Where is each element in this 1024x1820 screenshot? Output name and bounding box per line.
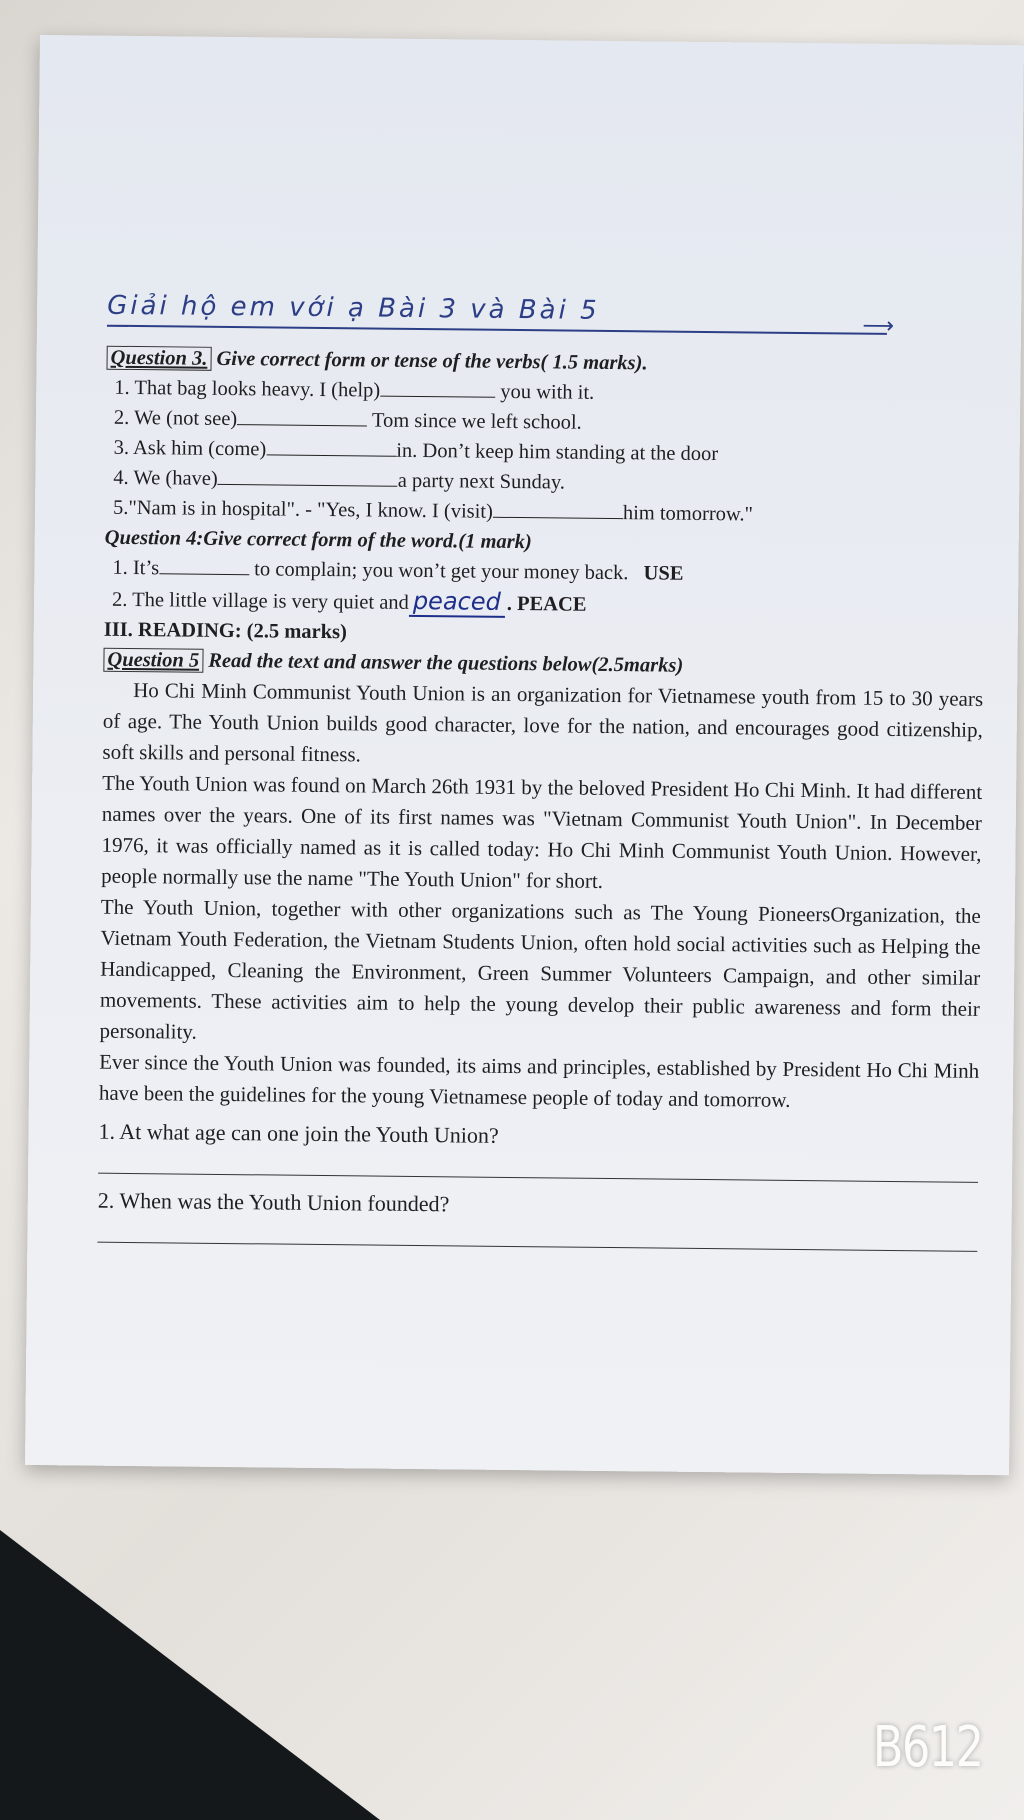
handwritten-answer: peaced (409, 587, 505, 618)
reading-paragraph-2: The Youth Union was found on March 26th 1931 by the beloved President Ho Chi Minh. It had different names over the years. One of its first names was "Vietnam Communist Youth Union". In December 1976, it was officially named as it is called today: Ho Chi Minh Communist Youth Union. However, people normally use the name "The Youth Union" for short. (101, 770, 983, 893)
q3-item-2-rest: Tom since we left school. (371, 409, 582, 434)
reading-paragraph-3: The Youth Union, together with other organizations such as The Young PioneersOrganization, the Vietnam Youth Federation, the Vietnam Students Union, often hold social activities such as Helping the Handicapped, Cleaning the Environment, Green Summer Volunteers Campaign, and other similar movements. These activities aim to help the young develop their public awareness and form their personality. (99, 894, 981, 1044)
q3-item-4-rest: a party next Sunday. (397, 469, 566, 494)
arrow-icon: ⟶ (862, 313, 898, 339)
q3-item-3-rest: in. Don’t keep him standing at the door (396, 439, 719, 466)
question-4-heading: Question 4:Give correct form of the word.(1 mark) (104, 526, 532, 554)
q3-item-3-prompt: 3. Ask him (come) (113, 436, 267, 461)
worksheet-content (97, 291, 987, 1264)
worksheet-paper (25, 35, 1024, 1475)
answer-blank[interactable] (237, 404, 367, 426)
comprehension-question-2: 2. When was the Youth Union founded? (97, 1187, 450, 1217)
answer-blank[interactable] (266, 434, 396, 456)
question-3-title: Give correct form or tense of the verbs( 1.5 marks). (216, 347, 648, 375)
q3-item-5-rest: him tomorrow." (622, 502, 754, 526)
comprehension-question-1: 1. At what age can one join the Youth Union? (98, 1118, 499, 1148)
table-background (0, 1530, 380, 1820)
answer-blank[interactable] (380, 376, 495, 398)
answer-blank[interactable] (159, 553, 249, 575)
q4-item-1-prompt: 1. It’s (112, 556, 160, 580)
q3-item-2-prompt: 2. We (not see) (113, 406, 238, 431)
question-3-label: Question 3. (106, 346, 211, 371)
q3-item-1-prompt: 1. That bag looks heavy. I (help) (114, 376, 381, 402)
q4-item-2-keyword: . PEACE (506, 592, 587, 616)
q3-item-1-rest: you with it. (500, 380, 595, 404)
q4-item-1-keyword: USE (643, 562, 684, 585)
camera-watermark: B612 (872, 1715, 983, 1780)
q4-item-1-rest: to complain; you won’t get your money back. (254, 558, 629, 585)
q4-item-2-prompt: 2. The little village is very quiet and (111, 588, 410, 614)
reading-paragraph-1: Ho Chi Minh Communist Youth Union is an organization for Vietnamese youth from 15 to 30 years of age. The Youth Union builds good character, love for the nation, and encourages good citizenship, soft skills and personal fitness. (102, 678, 984, 767)
q3-item-5-prompt: 5."Nam is in hospital". - "Yes, I know. I (visit) (112, 496, 494, 523)
question-5-label: Question 5 (103, 648, 203, 673)
q3-item-4-prompt: 4. We (have) (113, 466, 218, 490)
handwritten-note (107, 290, 898, 339)
answer-blank[interactable] (218, 464, 398, 487)
reading-section-heading: III. READING: (2.5 marks) (103, 618, 348, 644)
question-5-title: Read the text and answer the questions below(2.5marks) (208, 649, 684, 677)
handwritten-note-text: Giải hộ em với ạ Bài 3 và Bài 5 (107, 290, 600, 326)
answer-blank[interactable] (493, 497, 623, 519)
reading-paragraph-4: Ever since the Youth Union was founded, its aims and principles, established by President Ho Chi Minh have been the guidelines for the young Vietnamese people of today and tomorrow. (98, 1049, 980, 1112)
